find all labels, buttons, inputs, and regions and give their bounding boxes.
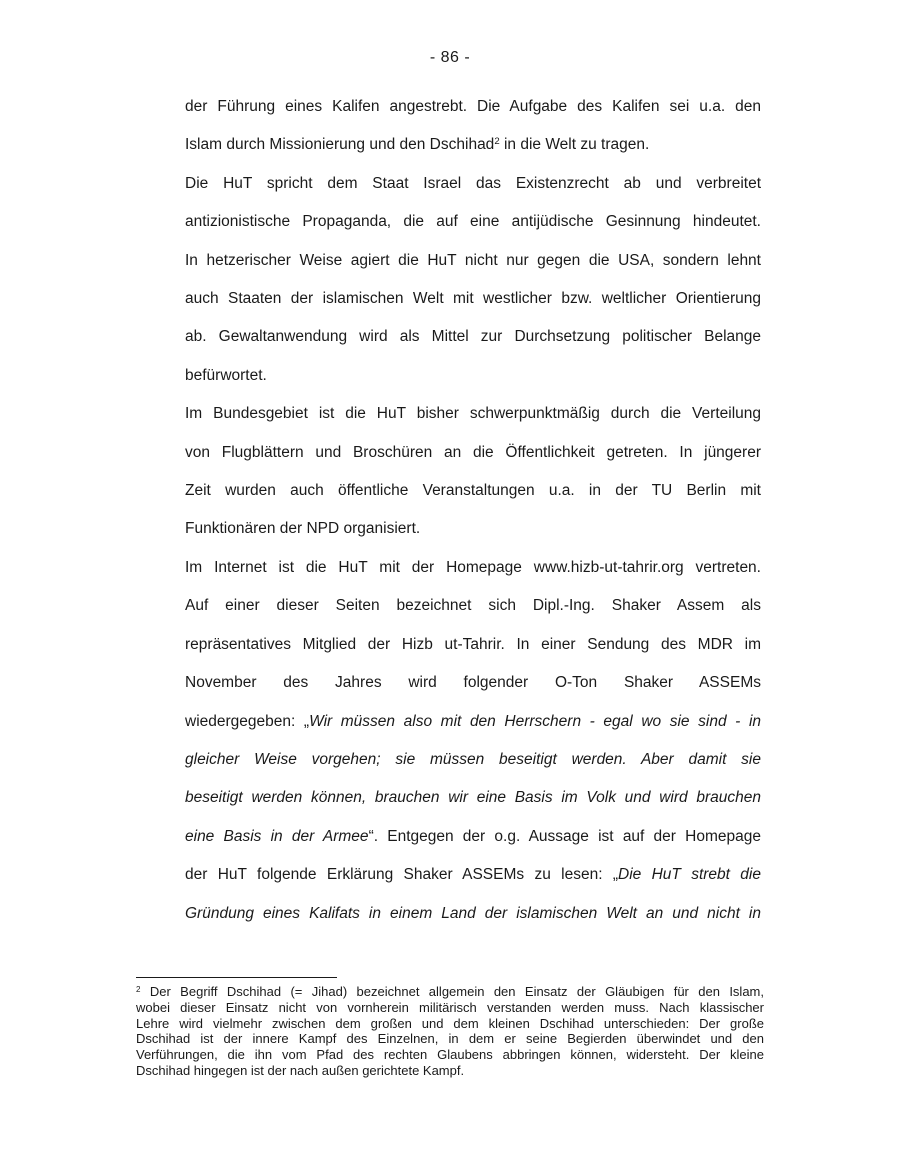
body-text-line — [185, 395, 761, 433]
body-text-block — [185, 88, 761, 933]
body-text-line — [185, 587, 761, 625]
text-segment: In hetzerischer Weise agiert die HuT nicht nur gegen die USA, sondern lehnt — [185, 251, 761, 269]
text-segment: der HuT folgende Erklärung Shaker ASSEMs zu lesen: „ — [185, 866, 618, 884]
text-segment: Die HuT spricht dem Staat Israel das Existenzrecht ab und verbreitet — [185, 174, 761, 192]
text-segment: Zeit wurden auch öffentliche Veranstaltungen u.a. in der TU Berlin mit — [185, 482, 761, 500]
footnote-line — [136, 1063, 764, 1079]
body-text-line — [185, 664, 761, 702]
text-segment: wobei dieser Einsatz nicht von vornherein militärisch verstanden werden muss. Nach klassischer — [136, 999, 764, 1015]
body-text-line — [185, 741, 761, 779]
page-number: - 86 - — [429, 49, 471, 66]
footnote-line — [136, 984, 764, 1000]
body-text-line — [185, 318, 761, 356]
footnote-reference-marker: 2 — [136, 984, 141, 994]
text-segment: Dschihad ist der innere Kampf des Einzelnen, in dem er seine Begierden überwindet und den — [136, 1031, 764, 1047]
text-segment: auch Staaten der islamischen Welt mit westlicher bzw. weltlicher Orientierung — [185, 290, 761, 308]
footnote-line — [136, 1016, 764, 1032]
footnote-block — [136, 984, 764, 1079]
text-segment: “. Entgegen der o.g. Aussage ist auf der Homepage — [368, 827, 761, 845]
footnote-line — [136, 1031, 764, 1047]
body-text-line — [185, 703, 761, 741]
footnote-reference-marker: 2 — [494, 136, 500, 148]
body-text-line — [185, 895, 761, 933]
body-text-line — [185, 510, 761, 548]
text-segment: Im Bundesgebiet ist die HuT bisher schwerpunktmäßig durch die Verteilung — [185, 405, 761, 423]
body-text-line — [185, 818, 761, 856]
text-segment: Lehre wird vielmehr zwischen dem großen und dem kleinen Dschihad unterschieden: Der große — [136, 1015, 764, 1031]
text-segment: Im Internet ist die HuT mit der Homepage www.hizb-ut-tahrir.org vertreten. — [185, 558, 761, 576]
text-segment: wiedergegeben: „ — [185, 712, 310, 730]
quoted-italic-text: gleicher Weise vorgehen; sie müssen beseitigt werden. Aber damit sie — [185, 750, 761, 768]
body-text-line — [185, 779, 761, 817]
text-segment: Islam durch Missionierung und den Dschihad — [185, 136, 495, 154]
quoted-italic-text: beseitigt werden können, brauchen wir eine Basis im Volk und wird brauchen — [185, 789, 761, 807]
body-text-line — [185, 88, 761, 126]
body-text-line — [185, 242, 761, 280]
text-segment: repräsentatives Mitglied der Hizb ut-Tahrir. In einer Sendung des MDR im — [185, 635, 761, 653]
text-segment: der Führung eines Kalifen angestrebt. Die Aufgabe des Kalifen sei u.a. den — [185, 98, 761, 115]
body-text-line — [185, 434, 761, 472]
body-text-line — [185, 472, 761, 510]
text-segment: November des Jahres wird folgender O-Ton Shaker ASSEMs — [185, 674, 761, 692]
quoted-italic-text: Wir müssen also mit den Herrschern - egal wo sie sind - in — [309, 712, 762, 730]
text-segment: Verführungen, die ihn vom Pfad des rechten Glaubens abbringen können, widersteht. Der kleine — [136, 1047, 764, 1063]
quoted-italic-text: Gründung eines Kalifats in einem Land der islamischen Welt an und nicht in — [185, 904, 761, 922]
footnote-line — [136, 1000, 764, 1016]
text-segment: Dschihad hingegen ist der nach außen gerichtete Kampf. — [136, 1062, 465, 1078]
body-text-line — [185, 357, 761, 395]
text-segment: befürwortet. — [185, 366, 267, 384]
text-segment: von Flugblättern und Broschüren an die Öffentlichkeit getreten. In jüngerer — [185, 443, 761, 461]
body-text-line — [185, 126, 761, 164]
text-segment: in die Welt zu tragen. — [499, 136, 650, 154]
text-segment: Funktionären der NPD organisiert. — [185, 520, 421, 538]
quoted-italic-text: Die HuT strebt die — [618, 866, 761, 884]
quoted-italic-text: eine Basis in der Armee — [185, 827, 369, 845]
body-text-line — [185, 856, 761, 894]
text-segment: ab. Gewaltanwendung wird als Mittel zur Durchsetzung politischer Belange — [185, 328, 761, 346]
text-segment: antizionistische Propaganda, die auf eine antijüdische Gesinnung hindeutet. — [185, 213, 761, 231]
body-text-line — [185, 549, 761, 587]
body-text-line — [185, 280, 761, 318]
body-text-line — [185, 203, 761, 241]
body-text-line — [185, 165, 761, 203]
text-segment: Der Begriff Dschihad (= Jihad) bezeichnet allgemein den Einsatz der Gläubigen für den Islam, — [140, 984, 764, 999]
footnote-separator-rule — [136, 977, 337, 978]
text-segment: Auf einer dieser Seiten bezeichnet sich Dipl.-Ing. Shaker Assem als — [185, 597, 761, 615]
footnote-line — [136, 1047, 764, 1063]
body-text-line — [185, 626, 761, 664]
